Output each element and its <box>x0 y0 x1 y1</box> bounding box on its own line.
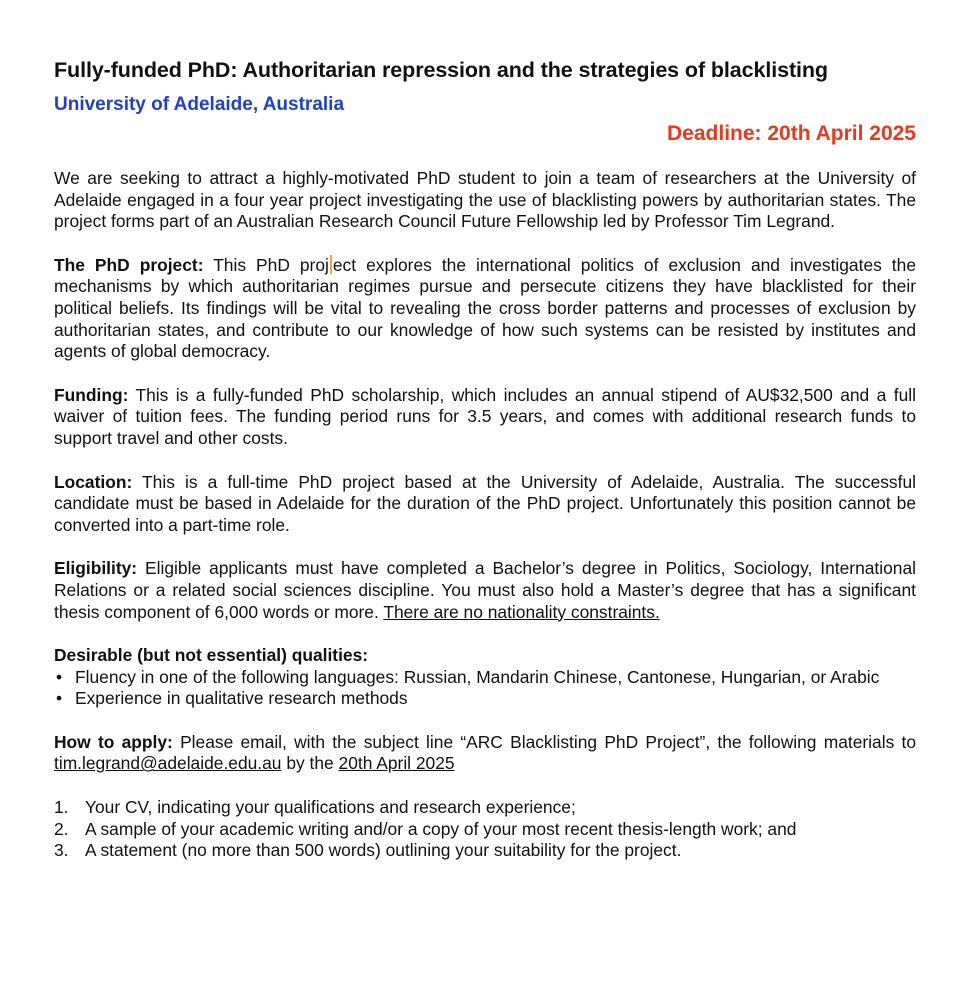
desirable-list <box>54 667 916 710</box>
apply-date: 20th April 2025 <box>338 753 455 774</box>
project-text-end: ect explores the international politics of exclusion and investigates the mechanisms by which authoritarian regimes pursue and persecute citizens they have blacklisted for their political beliefs. Its findings will be vital to revealing the cross border patterns and processes of exclusion by authoritarian states, and contribute to our knowledge of how such systems can be resisted by institutes and agents of global democracy. <box>54 254 916 362</box>
list-item <box>54 797 916 819</box>
step-number: 2. <box>54 818 69 839</box>
funding-label: Funding: <box>54 384 129 405</box>
apply-text-1: Please email, with the subject line “ARC Blacklisting PhD Project”, the following materials to <box>180 731 917 752</box>
project-paragraph[interactable] <box>54 255 916 363</box>
step-text: A statement (no more than 500 words) outlining your suitability for the project. <box>85 840 682 861</box>
location-paragraph <box>54 472 916 537</box>
step-text: A sample of your academic writing and/or a copy of your most recent thesis-length work; and <box>85 818 797 839</box>
deadline: Deadline: 20th April 2025 <box>667 122 916 145</box>
location-label: Location: <box>54 471 133 492</box>
eligibility-paragraph <box>54 558 916 623</box>
list-item-text: Experience in qualitative research methods <box>75 688 408 709</box>
university-name: University of Adelaide, Australia <box>54 94 345 115</box>
apply-label: How to apply: <box>54 731 173 752</box>
desirable-heading: Desirable (but not essential) qualities: <box>54 645 369 666</box>
project-text-start: This PhD proj <box>213 254 329 275</box>
list-item <box>54 688 916 710</box>
eligibility-label: Eligibility: <box>54 558 138 579</box>
list-item-text: Fluency in one of the following languages: Russian, Mandarin Chinese, Cantonese, Hungarian, or Arabic <box>75 666 880 687</box>
email-link[interactable]: tim.legrand@adelaide.edu.au <box>54 753 282 774</box>
eligibility-text: Eligible applicants must have completed a Bachelor’s degree in Politics, Sociology, International Relations or a related social sciences discipline. You must also hold a Master’s degree that has a significant thesis component of 6,000 words or more. <box>54 558 916 622</box>
list-item <box>54 819 916 841</box>
funding-text: This is a fully-funded PhD scholarship, which includes an annual stipend of AU$32,500 and a full waiver of tuition fees. The funding period runs for 3.5 years, and comes with additional research funds to support travel and other costs. <box>54 384 916 448</box>
bullet-icon: • <box>56 666 63 687</box>
application-steps <box>54 797 916 862</box>
bullet-icon: • <box>56 688 63 709</box>
page-title: Fully-funded PhD: Authoritarian repression and the strategies of blacklisting <box>54 58 828 82</box>
step-number: 3. <box>54 840 69 861</box>
apply-text-2: by the <box>286 753 334 774</box>
text-cursor <box>330 255 332 274</box>
step-text: Your CV, indicating your qualifications and research experience; <box>85 797 576 818</box>
list-item <box>54 667 916 689</box>
apply-paragraph <box>54 732 916 775</box>
intro-paragraph: We are seeking to attract a highly-motivated PhD student to join a team of researchers at the University of Adelaide engaged in a four year project investigating the use of blacklisting powers by authoritarian states. The project forms part of an Australian Research Council Future Fellowship led by Professor Tim Legrand. <box>54 168 916 232</box>
funding-paragraph <box>54 385 916 450</box>
location-text: This is a full-time PhD project based at the University of Adelaide, Australia. The successful candidate must be based in Adelaide for the duration of the PhD project. Unfortunately this position cannot be converted into a part-time role. <box>54 471 916 535</box>
nationality-note: There are no nationality constraints. <box>383 601 660 622</box>
list-item <box>54 840 916 862</box>
project-label: The PhD project: <box>54 254 204 275</box>
step-number: 1. <box>54 797 69 818</box>
